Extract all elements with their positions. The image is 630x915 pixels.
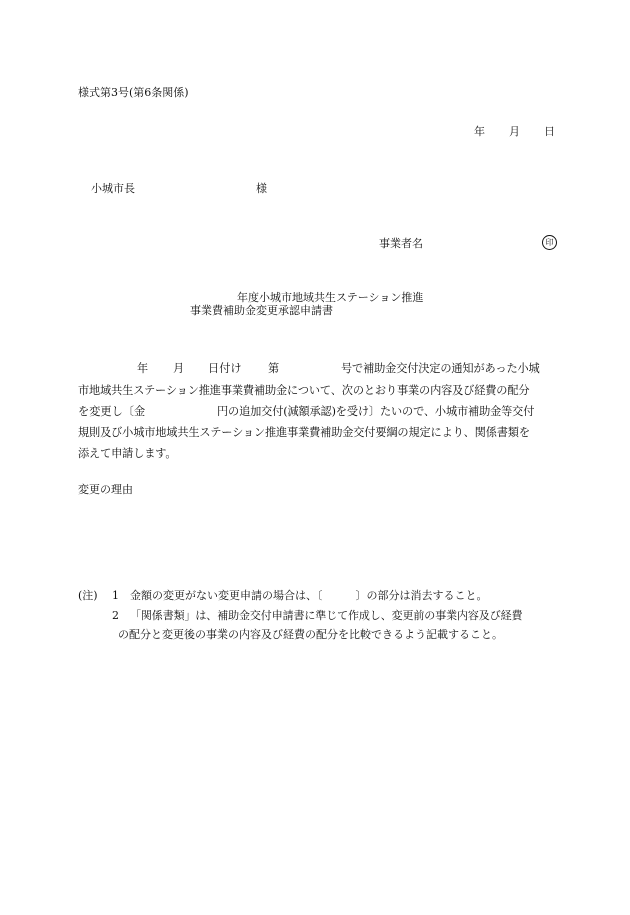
applicant-label: 事業者名 xyxy=(379,237,423,250)
date-month: 月 xyxy=(509,125,520,138)
note-2-continuation: の配分と変更後の事業の内容及び経費の配分を比較できるよう記載すること。 xyxy=(118,628,503,641)
note-2-text: 「関係書類」は、補助金交付申請書に準じて作成し、変更前の事業内容及び経費 xyxy=(130,609,523,622)
body-year: 年 xyxy=(137,362,149,375)
note-1-text: 金額の変更がない変更申請の場合は、〔 〕の部分は消去すること。 xyxy=(130,589,488,602)
body-day: 日付け xyxy=(208,362,242,375)
title-line-1: 年度小城市地域共生ステーション推進 xyxy=(237,291,424,304)
body-number-prefix: 第 xyxy=(268,362,280,375)
form-number: 様式第3号(第6条関係) xyxy=(78,86,189,99)
body-line-1-text: 号で補助金交付決定の通知があった小城 xyxy=(341,362,540,375)
body-amount-prefix: を変更し〔金 xyxy=(78,405,146,418)
date-day: 日 xyxy=(544,125,555,138)
note-2-number: 2 xyxy=(112,609,119,622)
body-line-2: 市地域共生ステーション推進事業費補助金について、次のとおり事業の内容及び経費の配分 xyxy=(78,384,530,397)
seal-icon: 印 xyxy=(542,235,557,250)
note-1-number: 1 xyxy=(112,589,119,602)
body-month: 月 xyxy=(173,362,185,375)
title-line-2: 事業費補助金変更承認申請書 xyxy=(190,304,333,317)
date-year: 年 xyxy=(474,125,485,138)
body-line-5: 添えて申請します。 xyxy=(78,447,177,460)
addressee-name: 小城市長 xyxy=(91,182,135,195)
reason-label: 変更の理由 xyxy=(78,483,133,496)
addressee-honorific: 様 xyxy=(256,182,267,195)
notes-prefix: (注) xyxy=(78,589,98,602)
body-line-3-text: 円の追加交付(減額承認)を受け〕たいので、小城市補助金等交付 xyxy=(217,405,535,418)
body-line-4: 規則及び小城市地域共生ステーション推進事業費補助金交付要綱の規定により、関係書類を xyxy=(78,426,530,439)
